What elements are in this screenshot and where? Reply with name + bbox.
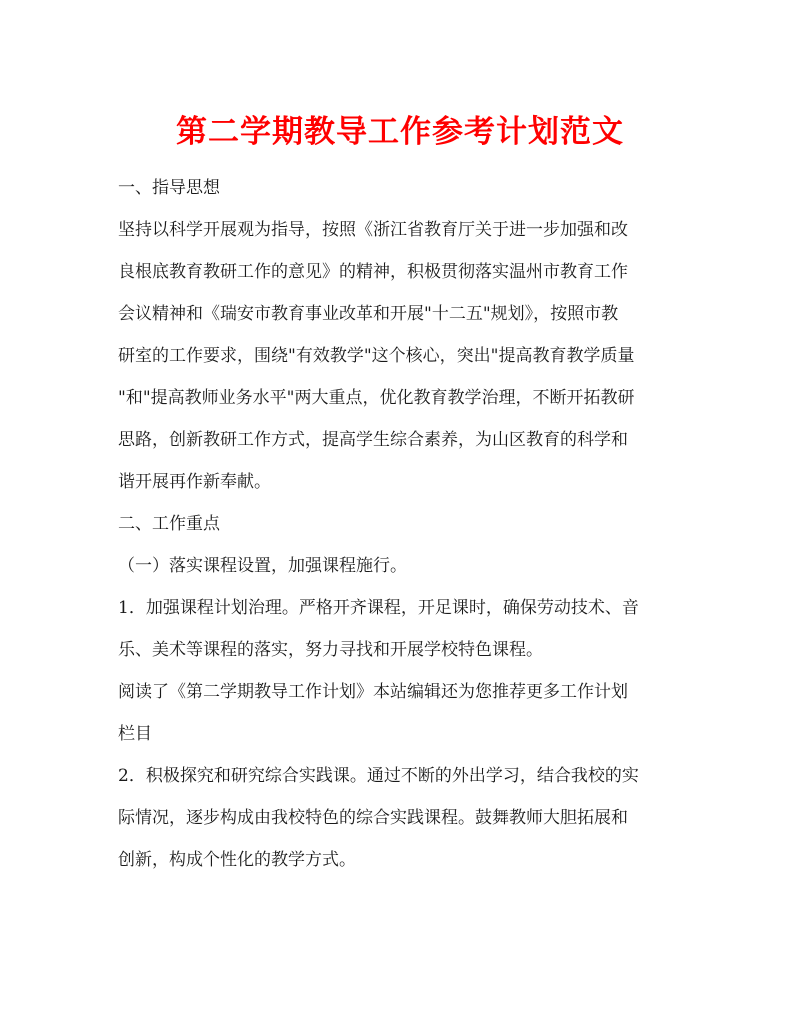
document-body (118, 167, 688, 881)
paragraph-line: 1．加强课程计划治理。严格开齐课程，开足课时，确保劳动技术、音 (118, 598, 639, 618)
paragraph-line: 良根底教育教研工作的意见》的精神，积极贯彻落实温州市教育工作 (118, 262, 628, 282)
recommendation-line: 阅读了《第二学期教导工作计划》本站编辑还为您推荐更多工作计划 (118, 682, 628, 702)
paragraph-line: 谐开展再作新奉献。 (118, 472, 271, 492)
paragraph-line: 创新，构成个性化的教学方式。 (118, 850, 356, 870)
paragraph-line: 际情况，逐步构成由我校特色的综合实践课程。鼓舞教师大胆拓展和 (118, 808, 628, 828)
document-title: 第二学期教导工作参考计划范文 (176, 114, 624, 150)
paragraph-line: "和"提高教师业务水平"两大重点，优化教育教学治理，不断开拓教研 (118, 388, 635, 408)
section-heading-work-focus: 二、工作重点 (118, 514, 220, 534)
paragraph-line: 乐、美术等课程的落实，努力寻找和开展学校特色课程。 (118, 640, 543, 660)
section-heading-guiding-thought: 一、指导思想 (118, 178, 220, 198)
paragraph-line: 2．积极探究和研究综合实践课。通过不断的外出学习，结合我校的实 (118, 766, 639, 786)
paragraph-line: 思路，创新教研工作方式，提高学生综合素养，为山区教育的科学和 (118, 430, 628, 450)
subsection-heading: （一）落实课程设置，加强课程施行。 (118, 556, 407, 576)
paragraph-line: 会议精神和《瑞安市教育事业改革和开展"十二五"规划》，按照市教 (118, 304, 619, 324)
paragraph-line: 研室的工作要求，围绕"有效教学"这个核心，突出"提高教育教学质量 (118, 346, 635, 366)
paragraph-line: 坚持以科学开展观为指导，按照《浙江省教育厅关于进一步加强和改 (118, 220, 628, 240)
recommendation-line: 栏目 (118, 724, 152, 744)
